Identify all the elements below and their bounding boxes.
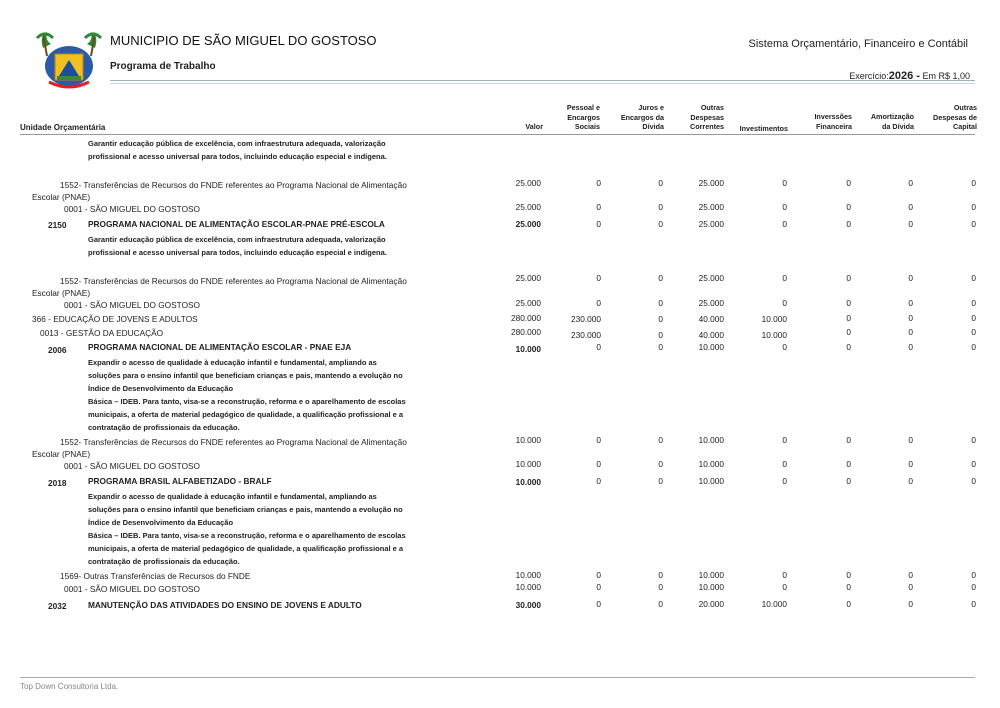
outras-capital-cell: 0 bbox=[971, 298, 976, 308]
valor-cell: 10.000 bbox=[515, 582, 541, 592]
pessoal-cell: 0 bbox=[596, 435, 601, 445]
program-code: 2150 bbox=[48, 220, 67, 230]
col-amortizacao-header: Amortização da Dívida bbox=[870, 112, 914, 131]
valor-cell: 280.000 bbox=[511, 313, 541, 323]
outras-capital-cell: 0 bbox=[971, 582, 976, 592]
program-description: Expandir o acesso de qualidade à educação infantil e fundamental, ampliando as soluções para o ensino infantil que beneficiam crianças e pais, mantendo a evolução no Índice de Desenvolvimento da Educação bbox=[88, 358, 403, 393]
amortizacao-cell: 0 bbox=[908, 459, 913, 469]
juros-cell: 0 bbox=[658, 298, 663, 308]
header-divider-secondary bbox=[110, 83, 975, 84]
exercise-label: Exercício: bbox=[849, 71, 889, 81]
inversoes-cell: 0 bbox=[846, 273, 851, 283]
resource-source-row-cont: Escolar (PNAE) bbox=[32, 192, 91, 202]
ordinary-resource-row: 0001 - SÃO MIGUEL DO GOSTOSO bbox=[64, 300, 201, 310]
valor-cell: 10.000 bbox=[515, 435, 541, 445]
valor-cell: 10.000 bbox=[515, 459, 541, 469]
header-divider bbox=[110, 80, 975, 81]
col-outras-capital-header: Outras Despesas de Capital bbox=[933, 103, 977, 131]
amortizacao-cell: 0 bbox=[908, 327, 913, 337]
outras-correntes-cell: 40.000 bbox=[698, 330, 724, 340]
outras-capital-cell: 0 bbox=[971, 342, 976, 352]
amortizacao-cell: 0 bbox=[908, 313, 913, 323]
juros-cell: 0 bbox=[658, 342, 663, 352]
outras-correntes-cell: 25.000 bbox=[698, 178, 724, 188]
inversoes-cell: 0 bbox=[846, 327, 851, 337]
outras-correntes-cell: 10.000 bbox=[698, 582, 724, 592]
col-inversoes-header: Inverssões Financeira bbox=[814, 112, 852, 131]
outras-capital-cell: 0 bbox=[971, 459, 976, 469]
valor-cell: 25.000 bbox=[515, 178, 541, 188]
program-name: PROGRAMA NACIONAL DE ALIMENTAÇÃO ESCOLAR - PNAE EJA bbox=[88, 342, 352, 352]
outras-correntes-cell: 40.000 bbox=[698, 314, 724, 324]
footer-company: Top Down Consultoria Ltda. bbox=[20, 682, 119, 691]
inversoes-cell: 0 bbox=[846, 459, 851, 469]
inversoes-cell: 0 bbox=[846, 599, 851, 609]
outras-correntes-cell: 25.000 bbox=[698, 298, 724, 308]
outras-capital-cell: 0 bbox=[971, 570, 976, 580]
col-valor-header: Valor bbox=[525, 122, 543, 131]
program-name: PROGRAMA BRASIL ALFABETIZADO - BRALF bbox=[88, 476, 272, 486]
valor-cell: 10.000 bbox=[515, 344, 541, 354]
outras-correntes-cell: 25.000 bbox=[698, 273, 724, 283]
juros-cell: 0 bbox=[658, 599, 663, 609]
pessoal-cell: 0 bbox=[596, 476, 601, 486]
amortizacao-cell: 0 bbox=[908, 570, 913, 580]
outras-capital-cell: 0 bbox=[971, 476, 976, 486]
outras-correntes-cell: 10.000 bbox=[698, 342, 724, 352]
investimentos-cell: 0 bbox=[782, 476, 787, 486]
investimentos-cell: 0 bbox=[782, 273, 787, 283]
inversoes-cell: 0 bbox=[846, 476, 851, 486]
subfunction-row: 366 - EDUCAÇÃO DE JOVENS E ADULTOS bbox=[32, 314, 198, 324]
outras-capital-cell: 0 bbox=[971, 178, 976, 188]
program-description: Garantir educação pública de excelência, com infraestrutura adequada, valorização profissional e acesso universal para todos, incluindo educação especial e indígena. bbox=[88, 139, 387, 161]
ordinary-resource-row: 0001 - SÃO MIGUEL DO GOSTOSO bbox=[64, 461, 201, 471]
resource-source-row: 1552- Transferências de Recursos do FNDE referentes ao Programa Nacional de Alimentação bbox=[60, 180, 407, 190]
program-description-cont: Básica – IDEB. Para tanto, visa-se a reconstrução, reforma e o aparelhamento de escolas municipais, a oferta de material pedagógico de qualidade, a qualificação profissional e a contratação de profissionais da educação. bbox=[88, 531, 406, 566]
juros-cell: 0 bbox=[658, 435, 663, 445]
inversoes-cell: 0 bbox=[846, 298, 851, 308]
inversoes-cell: 0 bbox=[846, 313, 851, 323]
valor-cell: 25.000 bbox=[515, 273, 541, 283]
juros-cell: 0 bbox=[658, 582, 663, 592]
outras-capital-cell: 0 bbox=[971, 435, 976, 445]
outras-capital-cell: 0 bbox=[971, 327, 976, 337]
col-unidade-header: Unidade Orçamentária bbox=[20, 123, 106, 132]
investimentos-cell: 10.000 bbox=[761, 599, 787, 609]
resource-source-row-cont: Escolar (PNAE) bbox=[32, 288, 91, 298]
outras-correntes-cell: 10.000 bbox=[698, 435, 724, 445]
report-title: Programa de Trabalho bbox=[110, 61, 216, 72]
investimentos-cell: 10.000 bbox=[761, 314, 787, 324]
investimentos-cell: 0 bbox=[782, 435, 787, 445]
amortizacao-cell: 0 bbox=[908, 202, 913, 212]
col-investimentos-header: Investimentos bbox=[739, 124, 788, 133]
amortizacao-cell: 0 bbox=[908, 582, 913, 592]
program-group-row: 0013 - GESTÃO DA EDUCAÇÃO bbox=[40, 328, 164, 338]
ordinary-resource-row: 0001 - SÃO MIGUEL DO GOSTOSO bbox=[64, 584, 201, 594]
pessoal-cell: 0 bbox=[596, 570, 601, 580]
outras-capital-cell: 0 bbox=[971, 313, 976, 323]
amortizacao-cell: 0 bbox=[908, 273, 913, 283]
municipality-name: MUNICIPIO DE SÃO MIGUEL DO GOSTOSO bbox=[110, 33, 377, 48]
resource-source-row: 1552- Transferências de Recursos do FNDE referentes ao Programa Nacional de Alimentação bbox=[60, 437, 407, 447]
pessoal-cell: 230.000 bbox=[571, 314, 601, 324]
inversoes-cell: 0 bbox=[846, 202, 851, 212]
juros-cell: 0 bbox=[658, 219, 663, 229]
outras-capital-cell: 0 bbox=[971, 202, 976, 212]
valor-cell: 25.000 bbox=[515, 298, 541, 308]
program-code: 2006 bbox=[48, 345, 67, 355]
amortizacao-cell: 0 bbox=[908, 219, 913, 229]
pessoal-cell: 0 bbox=[596, 178, 601, 188]
outras-correntes-cell: 10.000 bbox=[698, 459, 724, 469]
pessoal-cell: 0 bbox=[596, 273, 601, 283]
investimentos-cell: 10.000 bbox=[761, 330, 787, 340]
program-code: 2018 bbox=[48, 478, 67, 488]
inversoes-cell: 0 bbox=[846, 178, 851, 188]
amortizacao-cell: 0 bbox=[908, 298, 913, 308]
juros-cell: 0 bbox=[658, 178, 663, 188]
investimentos-cell: 0 bbox=[782, 298, 787, 308]
investimentos-cell: 0 bbox=[782, 202, 787, 212]
inversoes-cell: 0 bbox=[846, 435, 851, 445]
amortizacao-cell: 0 bbox=[908, 599, 913, 609]
juros-cell: 0 bbox=[658, 273, 663, 283]
municipal-coat-of-arms-logo bbox=[33, 26, 105, 90]
investimentos-cell: 0 bbox=[782, 342, 787, 352]
amortizacao-cell: 0 bbox=[908, 178, 913, 188]
resource-source-row: 1552- Transferências de Recursos do FNDE referentes ao Programa Nacional de Alimentação bbox=[60, 276, 407, 286]
pessoal-cell: 0 bbox=[596, 202, 601, 212]
juros-cell: 0 bbox=[658, 202, 663, 212]
column-header-divider bbox=[20, 134, 975, 135]
outras-correntes-cell: 20.000 bbox=[698, 599, 724, 609]
juros-cell: 0 bbox=[658, 476, 663, 486]
resource-source-row-cont: Escolar (PNAE) bbox=[32, 449, 91, 459]
pessoal-cell: 0 bbox=[596, 599, 601, 609]
exercise-year: 2026 - bbox=[888, 70, 920, 82]
investimentos-cell: 0 bbox=[782, 219, 787, 229]
col-pessoal-header: Pessoal e Encargos Sociais bbox=[566, 103, 600, 131]
program-name: MANUTENÇÃO DAS ATIVIDADES DO ENSINO DE JOVENS E ADULTO bbox=[88, 600, 362, 610]
pessoal-cell: 0 bbox=[596, 342, 601, 352]
program-name: PROGRAMA NACIONAL DE ALIMENTAÇÃO ESCOLAR-PNAE PRÉ-ESCOLA bbox=[88, 219, 385, 229]
outras-correntes-cell: 10.000 bbox=[698, 476, 724, 486]
program-description: Garantir educação pública de excelência, com infraestrutura adequada, valorização profissional e acesso universal para todos, incluindo educação especial e indígena. bbox=[88, 235, 387, 257]
valor-cell: 30.000 bbox=[515, 600, 541, 610]
currency-label: Em R$ 1,00 bbox=[922, 71, 970, 81]
outras-capital-cell: 0 bbox=[971, 599, 976, 609]
investimentos-cell: 0 bbox=[782, 178, 787, 188]
system-name: Sistema Orçamentário, Financeiro e Contábil bbox=[748, 38, 968, 50]
juros-cell: 0 bbox=[658, 570, 663, 580]
inversoes-cell: 0 bbox=[846, 582, 851, 592]
valor-cell: 10.000 bbox=[515, 570, 541, 580]
juros-cell: 0 bbox=[658, 330, 663, 340]
amortizacao-cell: 0 bbox=[908, 476, 913, 486]
pessoal-cell: 0 bbox=[596, 459, 601, 469]
outras-capital-cell: 0 bbox=[971, 219, 976, 229]
outras-correntes-cell: 10.000 bbox=[698, 570, 724, 580]
juros-cell: 0 bbox=[658, 314, 663, 324]
investimentos-cell: 0 bbox=[782, 459, 787, 469]
pessoal-cell: 0 bbox=[596, 298, 601, 308]
valor-cell: 10.000 bbox=[515, 477, 541, 487]
amortizacao-cell: 0 bbox=[908, 435, 913, 445]
pessoal-cell: 230.000 bbox=[571, 330, 601, 340]
program-description: Expandir o acesso de qualidade à educação infantil e fundamental, ampliando as soluções para o ensino infantil que beneficiam crianças e pais, mantendo a evolução no Índice de Desenvolvimento da Educação bbox=[88, 492, 403, 527]
valor-cell: 25.000 bbox=[515, 219, 541, 229]
valor-cell: 25.000 bbox=[515, 202, 541, 212]
investimentos-cell: 0 bbox=[782, 570, 787, 580]
inversoes-cell: 0 bbox=[846, 570, 851, 580]
footer-divider bbox=[20, 677, 975, 678]
valor-cell: 280.000 bbox=[511, 327, 541, 337]
ordinary-resource-row: 0001 - SÃO MIGUEL DO GOSTOSO bbox=[64, 204, 201, 214]
program-code: 2032 bbox=[48, 601, 67, 611]
investimentos-cell: 0 bbox=[782, 582, 787, 592]
col-outras-correntes-header: Outras Despesas Correntes bbox=[690, 103, 724, 131]
outras-correntes-cell: 25.000 bbox=[698, 202, 724, 212]
amortizacao-cell: 0 bbox=[908, 342, 913, 352]
pessoal-cell: 0 bbox=[596, 219, 601, 229]
pessoal-cell: 0 bbox=[596, 582, 601, 592]
outras-correntes-cell: 25.000 bbox=[698, 219, 724, 229]
resource-source-row: 1569- Outras Transferências de Recursos do FNDE bbox=[60, 571, 251, 581]
juros-cell: 0 bbox=[658, 459, 663, 469]
program-description-cont: Básica – IDEB. Para tanto, visa-se a reconstrução, reforma e o aparelhamento de escolas municipais, a oferta de material pedagógico de qualidade, a qualificação profissional e a contratação de profissionais da educação. bbox=[88, 397, 406, 432]
inversoes-cell: 0 bbox=[846, 342, 851, 352]
col-juros-header: Juros e Encargos da Dívida bbox=[620, 103, 664, 131]
inversoes-cell: 0 bbox=[846, 219, 851, 229]
outras-capital-cell: 0 bbox=[971, 273, 976, 283]
